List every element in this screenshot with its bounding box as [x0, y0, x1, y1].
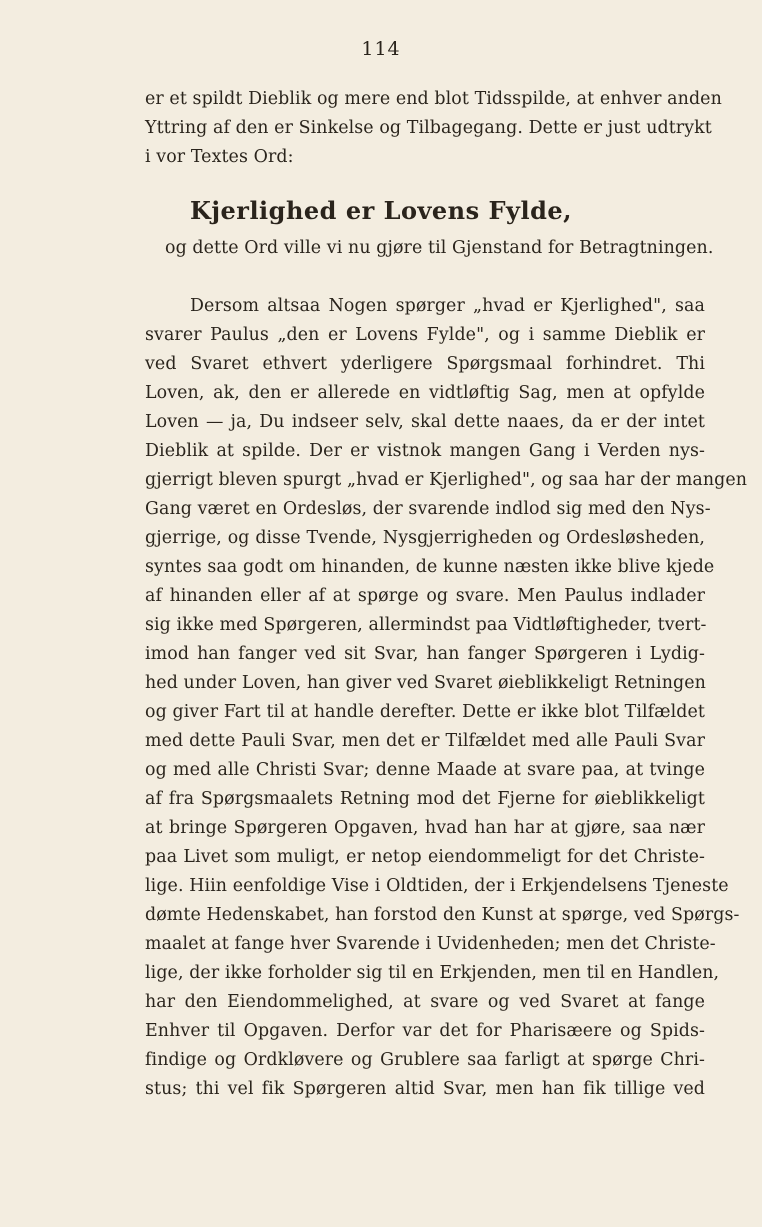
text-line: sig ikke med Spørgeren, allermindst paa Vidtløftigheder, tvert- [145, 615, 707, 635]
text-line: Dersom altsaa Nogen spørger „hvad er Kjerlighed", saa [190, 296, 705, 316]
text-line: gjerrigt bleven spurgt „hvad er Kjerlighed", og saa har der mangen [145, 470, 748, 490]
text-line: imod han fanger ved sit Svar, han fanger Spørgeren i Lydig- [145, 644, 705, 664]
text-line: Loven — ja, Du indseer selv, skal dette naaes, da er der intet [145, 412, 705, 432]
text-line: er et spildt Dieblik og mere end blot Tidsspilde, at enhver anden [145, 89, 722, 109]
text-line: Dieblik at spilde. Der er vistnok mangen Gang i Verden nys- [145, 441, 705, 461]
text-line: stus; thi vel fik Spørgeren altid Svar, men han fik tillige ved [145, 1079, 705, 1099]
text-line: dømte Hedenskabet, han forstod den Kunst at spørge, ved Spørgs- [145, 905, 740, 925]
text-line: hed under Loven, han giver ved Svaret øieblikkeligt Retningen [145, 673, 706, 693]
text-line: syntes saa godt om hinanden, de kunne næsten ikke blive kjede [145, 557, 715, 577]
text-line: Loven, ak, den er allerede en vidtløftig Sag, men at opfylde [145, 383, 705, 403]
text-line: har den Eiendommelighed, at svare og ved Svaret at fange [145, 992, 705, 1012]
text-line: lige, der ikke forholder sig til en Erkjenden, men til en Handlen, [145, 963, 720, 983]
text-line: af hinanden eller af at spørge og svare. Men Paulus indlader [145, 586, 705, 606]
text-line: svarer Paulus „den er Lovens Fylde", og i samme Dieblik er [145, 325, 705, 345]
text-line: af fra Spørgsmaalets Retning mod det Fjerne for øieblikkeligt [145, 789, 705, 809]
section-heading: Kjerlighed er Lovens Fylde, [189, 196, 573, 225]
text-line: i vor Textes Ord: [145, 147, 294, 167]
text-line: Enhver til Opgaven. Derfor var det for Pharisæere og Spids- [145, 1021, 705, 1041]
text-line: at bringe Spørgeren Opgaven, hvad han har at gjøre, saa nær [145, 818, 705, 838]
text-line: og dette Ord ville vi nu gjøre til Gjenstand for Betragtningen. [165, 238, 714, 258]
text-line: paa Livet som muligt, er netop eiendommeligt for det Christe- [145, 847, 705, 867]
text-line: lige. Hiin eenfoldige Vise i Oldtiden, der i Erkjendelsens Tjeneste [145, 876, 729, 896]
text-line: findige og Ordkløvere og Grublere saa farligt at spørge Chri- [145, 1050, 705, 1070]
page-number: 114 [361, 38, 401, 60]
text-line: med dette Pauli Svar, men det er Tilfældet med alle Pauli Svar [145, 731, 705, 751]
text-line: Gang været en Ordesløs, der svarende indlod sig med den Nys- [145, 499, 711, 519]
text-line: gjerrige, og disse Tvende, Nysgjerrigheden og Ordesløsheden, [145, 528, 705, 548]
text-line: maalet at fange hver Svarende i Uvidenheden; men det Christe- [145, 934, 716, 954]
text-line: ved Svaret ethvert yderligere Spørgsmaal forhindret. Thi [145, 354, 705, 374]
text-line: og giver Fart til at handle derefter. Dette er ikke blot Tilfældet [145, 702, 705, 722]
text-line: og med alle Christi Svar; denne Maade at svare paa, at tvinge [145, 760, 705, 780]
text-line: Yttring af den er Sinkelse og Tilbagegang. Dette er just udtrykt [145, 118, 712, 138]
